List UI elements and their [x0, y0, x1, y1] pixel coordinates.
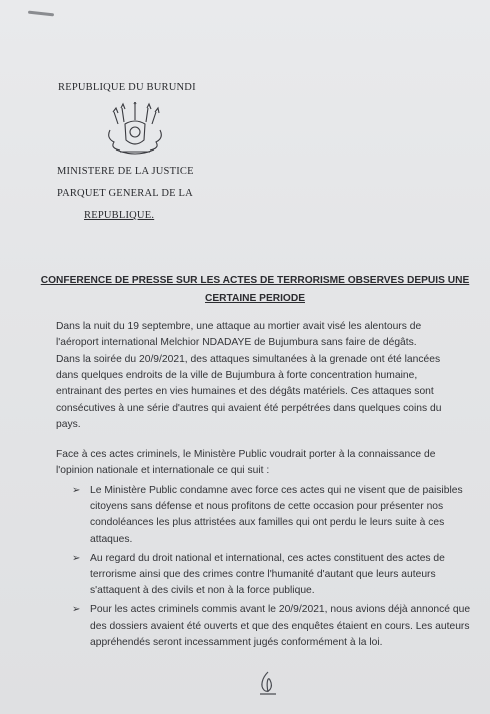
- bullet-text-2: Au regard du droit national et international, ces actes constituent des actes de terrorisme ainsi que des crimes contre l'humanité d'autant que leurs auteurs s'attaquent à des civils et non à la force publique.: [90, 552, 445, 597]
- coat-of-arms-seal-icon: [100, 102, 170, 160]
- bullet-item-1: [72, 483, 472, 548]
- header-republique: REPUBLIQUE.: [84, 210, 155, 221]
- paragraph-1: Dans la nuit du 19 septembre, une attaque au mortier avait visé les alentours de l'aéroport international Melchior NDADAYE de Bujumbura sans faire de dégâts.: [56, 321, 422, 349]
- bullet-list: [72, 483, 472, 654]
- arrow-bullet-icon: ➢: [72, 485, 81, 496]
- document-title: CONFERENCE DE PRESSE SUR LES ACTES DE TERRORISME OBSERVES DEPUIS UNE CERTAINE PERIODE: [40, 275, 470, 304]
- pen-mark: [28, 11, 54, 17]
- bullet-item-2: [72, 551, 472, 600]
- arrow-bullet-icon: ➢: [72, 552, 81, 564]
- header-parquet: PARQUET GENERAL DE LA: [57, 188, 193, 199]
- signature-icon: [256, 670, 280, 698]
- paragraph-2: Dans la soirée du 20/9/2021, des attaques simultanées à la grenade ont été lancées dans quelques endroits de la ville de Bujumbura à forte concentration humaine, entrainant des pertes en vies humaines et des dégâts matériels. Ces attaques sont consécutives à une série d'autres qui avaient été perpétrées dans quelques coins du pays.: [56, 354, 442, 430]
- header-republic: REPUBLIQUE DU BURUNDI: [58, 82, 196, 93]
- bullet-text-3: Pour les actes criminels commis avant le 20/9/2021, nous avions déjà annoncé que des dossiers avaient été ouverts et que des enquêtes étaient en cours. Les auteurs appréhendés seront incessamment jugés conformément à la loi.: [90, 604, 471, 648]
- bullet-item-3: [72, 602, 472, 651]
- header-ministry: MINISTERE DE LA JUSTICE: [57, 166, 194, 177]
- arrow-bullet-icon: ➢: [72, 604, 81, 616]
- paragraph-3: Face à ces actes criminels, le Ministère Public voudrait porter à la connaissance de l'opinion nationale et internationale ce qui suit :: [56, 449, 436, 477]
- bullet-text-1: Le Ministère Public condamne avec force ces actes qui ne visent que de paisibles citoyens sans défense et nous profitons de cette occasion pour présenter nos condoléances les plus attristées aux familles qui ont perdu le leurs suite à ces attaques.: [90, 485, 463, 545]
